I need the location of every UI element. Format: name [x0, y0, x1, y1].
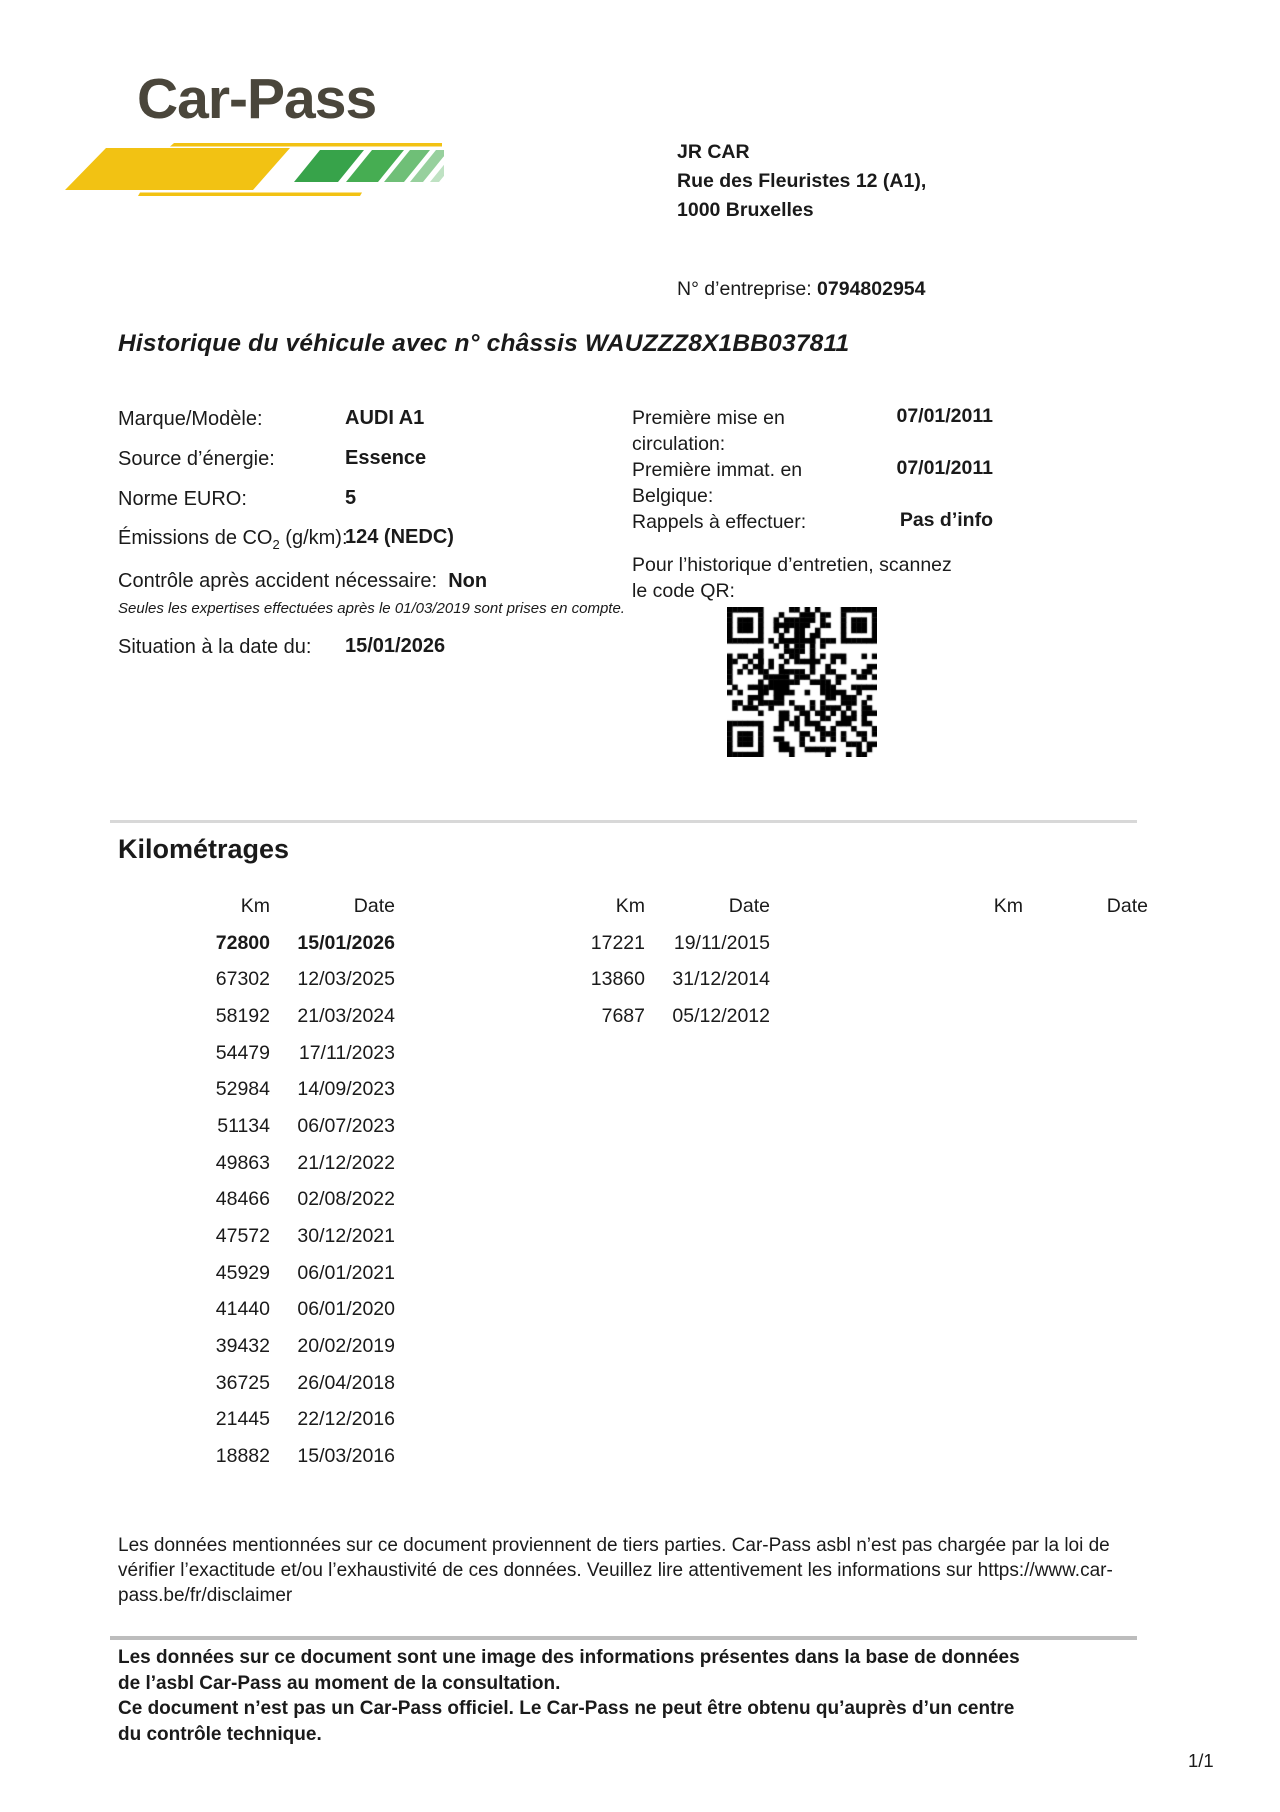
mileage-date-value: 20/02/2019: [297, 1335, 395, 1358]
enterprise-number-value: 0794802954: [817, 278, 926, 300]
date-column-header: Date: [728, 894, 770, 917]
field-value-premiere-immat: 07/01/2011: [896, 457, 993, 479]
mileage-row: [150, 1182, 395, 1219]
mileage-row: [525, 998, 770, 1035]
legal-notice: [118, 1645, 1026, 1747]
field-value-marque: AUDI A1: [345, 407, 425, 429]
mileage-row: [150, 1035, 395, 1072]
mileage-km-value: 48466: [215, 1188, 270, 1211]
page-number: 1/1: [1188, 1750, 1214, 1771]
mileage-header-row: [150, 888, 395, 925]
field-label-situation: Situation à la date du:: [118, 636, 312, 658]
mileage-column-1: [150, 888, 395, 1475]
mileage-km-value: 21445: [215, 1408, 270, 1431]
field-label-marque: Marque/Modèle:: [118, 408, 263, 430]
mileage-date-value: 21/12/2022: [297, 1151, 395, 1174]
enterprise-number-line: [677, 278, 925, 301]
mileage-date-value: 21/03/2024: [297, 1004, 395, 1027]
mileage-km-value: 72800: [215, 931, 270, 954]
mileage-date-value: 15/01/2026: [297, 931, 395, 954]
mileage-date-value: 12/03/2025: [297, 968, 395, 991]
date-column-header: Date: [1106, 894, 1148, 917]
legal-line-2: Ce document n’est pas un Car-Pass officiel. Le Car-Pass ne peut être obtenu qu’auprès d’un centre du contrôle technique.: [118, 1698, 1015, 1745]
mileage-date-value: 06/01/2021: [297, 1261, 395, 1284]
mileage-km-value: 47572: [215, 1225, 270, 1248]
mileage-row: [525, 961, 770, 998]
mileage-km-value: 18882: [215, 1445, 270, 1468]
mileage-date-value: 15/03/2016: [297, 1445, 395, 1468]
mileage-km-value: 41440: [215, 1298, 270, 1321]
mileage-km-value: 39432: [215, 1335, 270, 1358]
disclaimer-text: Les données mentionnées sur ce document proviennent de tiers parties. Car-Pass asbl n’est pas chargée par la loi de vérifier l’exactitude et/ou l’exhaustivité de ces données. Veuillez lire attentivement les informations sur https://www.car-pass.be/fr/disclaimer: [118, 1535, 1113, 1606]
mileage-row: [150, 998, 395, 1035]
mileage-header-row: [525, 888, 770, 925]
date-column-header: Date: [353, 894, 395, 917]
mileage-date-value: 19/11/2015: [673, 931, 770, 954]
legal-line-1: Les données sur ce document sont une image des informations présentes dans la base de données de l’asbl Car-Pass au moment de la consultation.: [118, 1647, 1020, 1694]
swoosh-yellow-band: [65, 148, 290, 190]
mileage-km-value: 49863: [215, 1151, 270, 1174]
mileage-km-value: 17221: [590, 931, 645, 954]
dealer-name: JR CAR: [677, 141, 750, 163]
mileage-km-value: 13860: [590, 968, 645, 991]
carpass-logo-swoosh: [62, 142, 444, 198]
mileage-row: [150, 1292, 395, 1329]
mileage-row: [150, 1145, 395, 1182]
field-label-premiere-mise: Première mise en circulation:: [632, 407, 785, 455]
carpass-logo-text: Car-Pass: [137, 67, 377, 131]
field-value-co2: 124 (NEDC): [345, 526, 454, 548]
mileage-row: [150, 961, 395, 998]
field-value-premiere-mise: 07/01/2011: [896, 405, 993, 427]
section-divider: [110, 820, 1137, 823]
mileage-row: [150, 925, 395, 962]
mileage-row: [150, 1218, 395, 1255]
mileage-row: [150, 1438, 395, 1475]
mileage-row: [150, 1402, 395, 1439]
mileage-row: [150, 1365, 395, 1402]
mileage-date-value: 22/12/2016: [297, 1408, 395, 1431]
mileage-header-row: [903, 888, 1148, 925]
field-value-rappels: Pas d’info: [899, 509, 993, 531]
mileage-row: [150, 1255, 395, 1292]
km-column-header: Km: [240, 894, 270, 917]
field-label-co2: Émissions de $CO_2$ (g/km):: [118, 527, 348, 552]
field-value-situation: 15/01/2026: [345, 635, 446, 657]
mileage-date-value: 31/12/2014: [672, 968, 770, 991]
mileage-km-value: 45929: [215, 1261, 270, 1284]
mileage-row: [150, 1071, 395, 1108]
mileage-km-value: 67302: [215, 968, 270, 991]
mileage-section-heading: Kilométrages: [118, 834, 290, 864]
mileage-date-value: 06/07/2023: [297, 1114, 395, 1137]
mileage-km-value: 36725: [215, 1371, 270, 1394]
mileage-date-value: 06/01/2020: [297, 1298, 395, 1321]
swoosh-top-line: [170, 143, 442, 147]
page-title: Historique du véhicule avec n° châssis WAUZZZ8X1BB037811: [118, 330, 850, 357]
field-value-accident: Non: [448, 570, 488, 592]
mileage-row: [150, 1108, 395, 1145]
mileage-km-value: 58192: [215, 1004, 270, 1027]
mileage-row: [525, 925, 770, 962]
km-column-header: Km: [993, 894, 1023, 917]
mileage-date-value: 30/12/2021: [297, 1225, 395, 1248]
mileage-date-value: 14/09/2023: [297, 1078, 395, 1101]
qr-code: [727, 607, 877, 757]
mileage-km-value: 51134: [217, 1114, 270, 1137]
field-value-norme: 5: [345, 487, 357, 509]
mileage-date-value: 26/04/2018: [297, 1371, 395, 1394]
field-value-energie: Essence: [345, 447, 427, 469]
mileage-row: [150, 1328, 395, 1365]
co2-subscript: 2: [272, 537, 280, 552]
dealer-address-block: [677, 138, 926, 225]
mileage-column-3: [903, 888, 1148, 925]
mileage-km-value: 52984: [215, 1078, 270, 1101]
field-label-energie: Source d’énergie:: [118, 448, 275, 470]
qr-caption: Pour l’historique d’entretien, scannez le code QR:: [632, 554, 952, 602]
dealer-city: 1000 Bruxelles: [677, 199, 814, 221]
enterprise-number-label: N° d’entreprise:: [677, 278, 812, 300]
dealer-street: Rue des Fleuristes 12 (A1),: [677, 170, 927, 192]
footer-divider: [110, 1636, 1137, 1640]
mileage-date-value: 05/12/2012: [672, 1004, 770, 1027]
field-label-premiere-immat: Première immat. en Belgique:: [632, 459, 803, 507]
mileage-column-2: [525, 888, 770, 1035]
mileage-km-value: 7687: [601, 1004, 645, 1027]
accident-note: Seules les expertises effectuées après le 01/03/2019 sont prises en compte.: [118, 600, 625, 617]
km-column-header: Km: [615, 894, 645, 917]
field-label-accident: Contrôle après accident nécessaire: Non: [118, 570, 488, 592]
mileage-km-value: 54479: [215, 1041, 270, 1064]
mileage-date-value: 17/11/2023: [298, 1041, 395, 1064]
field-label-rappels: Rappels à effectuer:: [632, 511, 807, 533]
swoosh-bottom-line: [138, 193, 362, 197]
mileage-date-value: 02/08/2022: [297, 1188, 395, 1211]
field-label-norme: Norme EURO:: [118, 488, 247, 510]
